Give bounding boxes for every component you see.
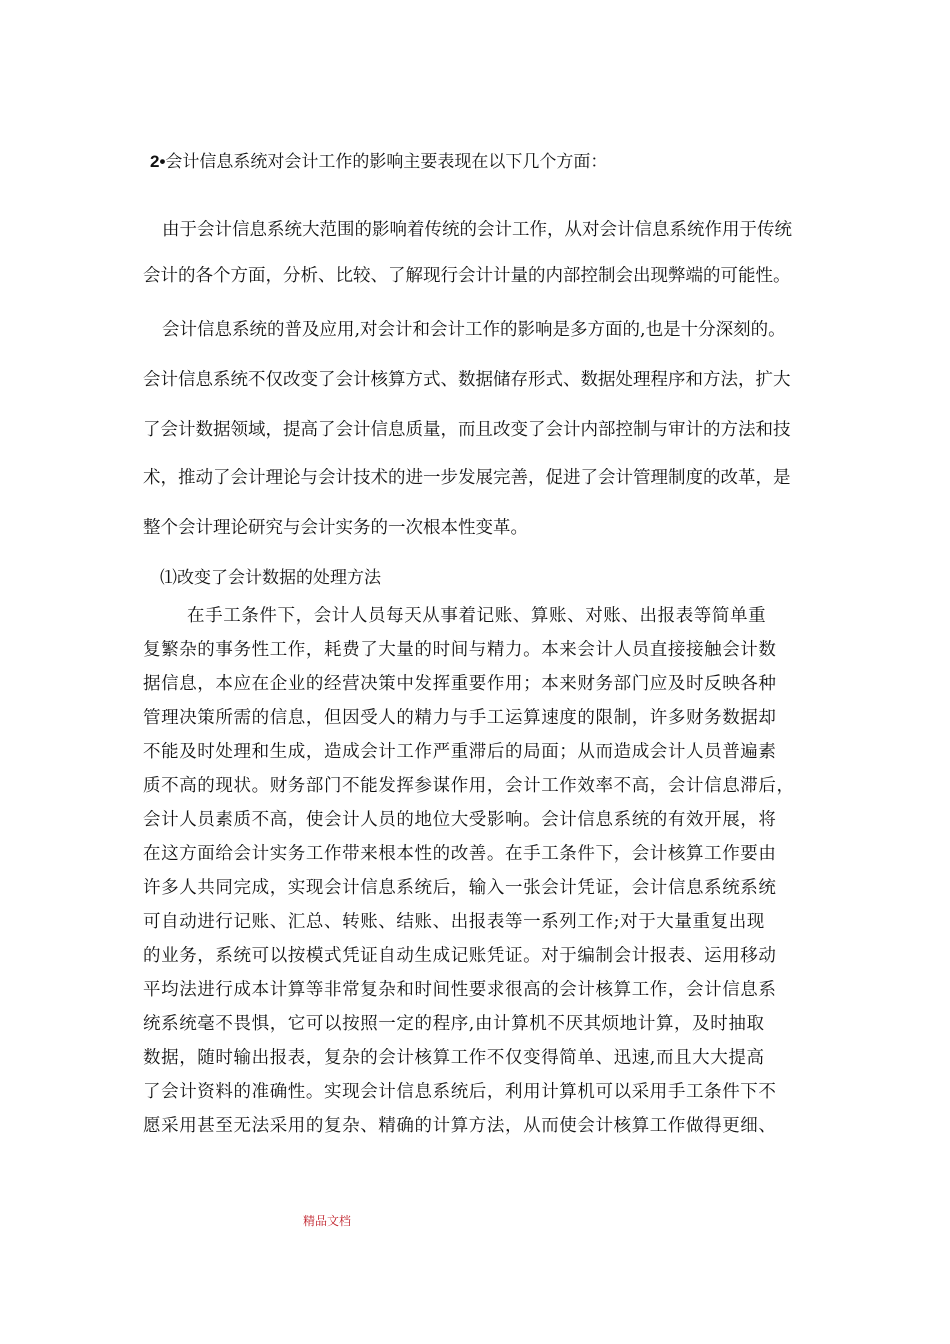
body-line: 可自动进行记账、汇总、转账、结账、出报表等一系列工作;对于大量重复出现 [143,912,765,932]
body-line: 在这方面给会计实务工作带来根本性的改善。在手工条件下，会计核算工作要由 [143,844,777,864]
summary-line: 了会计数据领域，提高了会计信息质量，而且改变了会计内部控制与审计的方法和技 [143,420,791,440]
body-line: 的业务，系统可以按模式凭证自动生成记账凭证。对于编制会计报表、运用移动 [143,946,777,966]
summary-line: 整个会计理论研究与会计实务的一次根本性变革。 [143,518,528,538]
body-line: 统系统毫不畏惧，它可以按照一定的程序,由计算机不厌其烦地计算，及时抽取 [143,1014,765,1034]
body-line: 会计人员素质不高，使会计人员的地位大受影响。会计信息系统的有效开展，将 [143,810,777,830]
subsection-title: ⑴改变了会计数据的处理方法 [160,568,381,588]
body-line: 了会计资料的准确性。实现会计信息系统后，利用计算机可以采用手工条件下不 [143,1082,777,1102]
body-line: 在手工条件下，会计人员每天从事着记账、算账、对账、出报表等简单重 [187,606,767,626]
heading-number: 2• [150,152,166,171]
section-heading [150,150,607,174]
summary-line: 术，推动了会计理论与会计技术的进一步发展完善，促进了会计管理制度的改革，是 [143,468,791,488]
intro-line: 由于会计信息系统大范围的影响着传统的会计工作，从对会计信息系统作用于传统 [162,220,792,240]
body-line: 质不高的现状。财务部门不能发挥参谋作用，会计工作效率不高，会计信息滞后， [143,776,795,796]
footer-watermark: 精品文档 [303,1214,352,1228]
body-line: 许多人共同完成，实现会计信息系统后，输入一张会计凭证，会计信息系统系统 [143,878,777,898]
body-line: 管理决策所需的信息，但因受人的精力与手工运算速度的限制，许多财务数据却 [143,708,777,728]
body-line: 愿采用甚至无法采用的复杂、精确的计算方法，从而使会计核算工作做得更细、 [143,1116,777,1136]
body-line: 不能及时处理和生成，造成会计工作严重滞后的局面；从而造成会计人员普遍素 [143,742,777,762]
body-line: 据信息，本应在企业的经营决策中发挥重要作用；本来财务部门应及时反映各种 [143,674,777,694]
heading-text: 会计信息系统对会计工作的影响主要表现在以下几个方面： [165,152,608,172]
summary-line: 会计信息系统不仅改变了会计核算方式、数据储存形式、数据处理程序和方法，扩大 [143,370,791,390]
body-line: 复繁杂的事务性工作，耗费了大量的时间与精力。本来会计人员直接接触会计数 [143,640,777,660]
body-line: 平均法进行成本计算等非常复杂和时间性要求很高的会计核算工作，会计信息系 [143,980,777,1000]
intro-line: 会计的各个方面，分析、比较、了解现行会计计量的内部控制会出现弊端的可能性。 [143,266,791,286]
summary-line: 会计信息系统的普及应用,对会计和会计工作的影响是多方面的,也是十分深刻的。 [162,320,786,340]
body-line: 数据，随时输出报表，复杂的会计核算工作不仅变得简单、迅速,而且大大提高 [143,1048,765,1068]
